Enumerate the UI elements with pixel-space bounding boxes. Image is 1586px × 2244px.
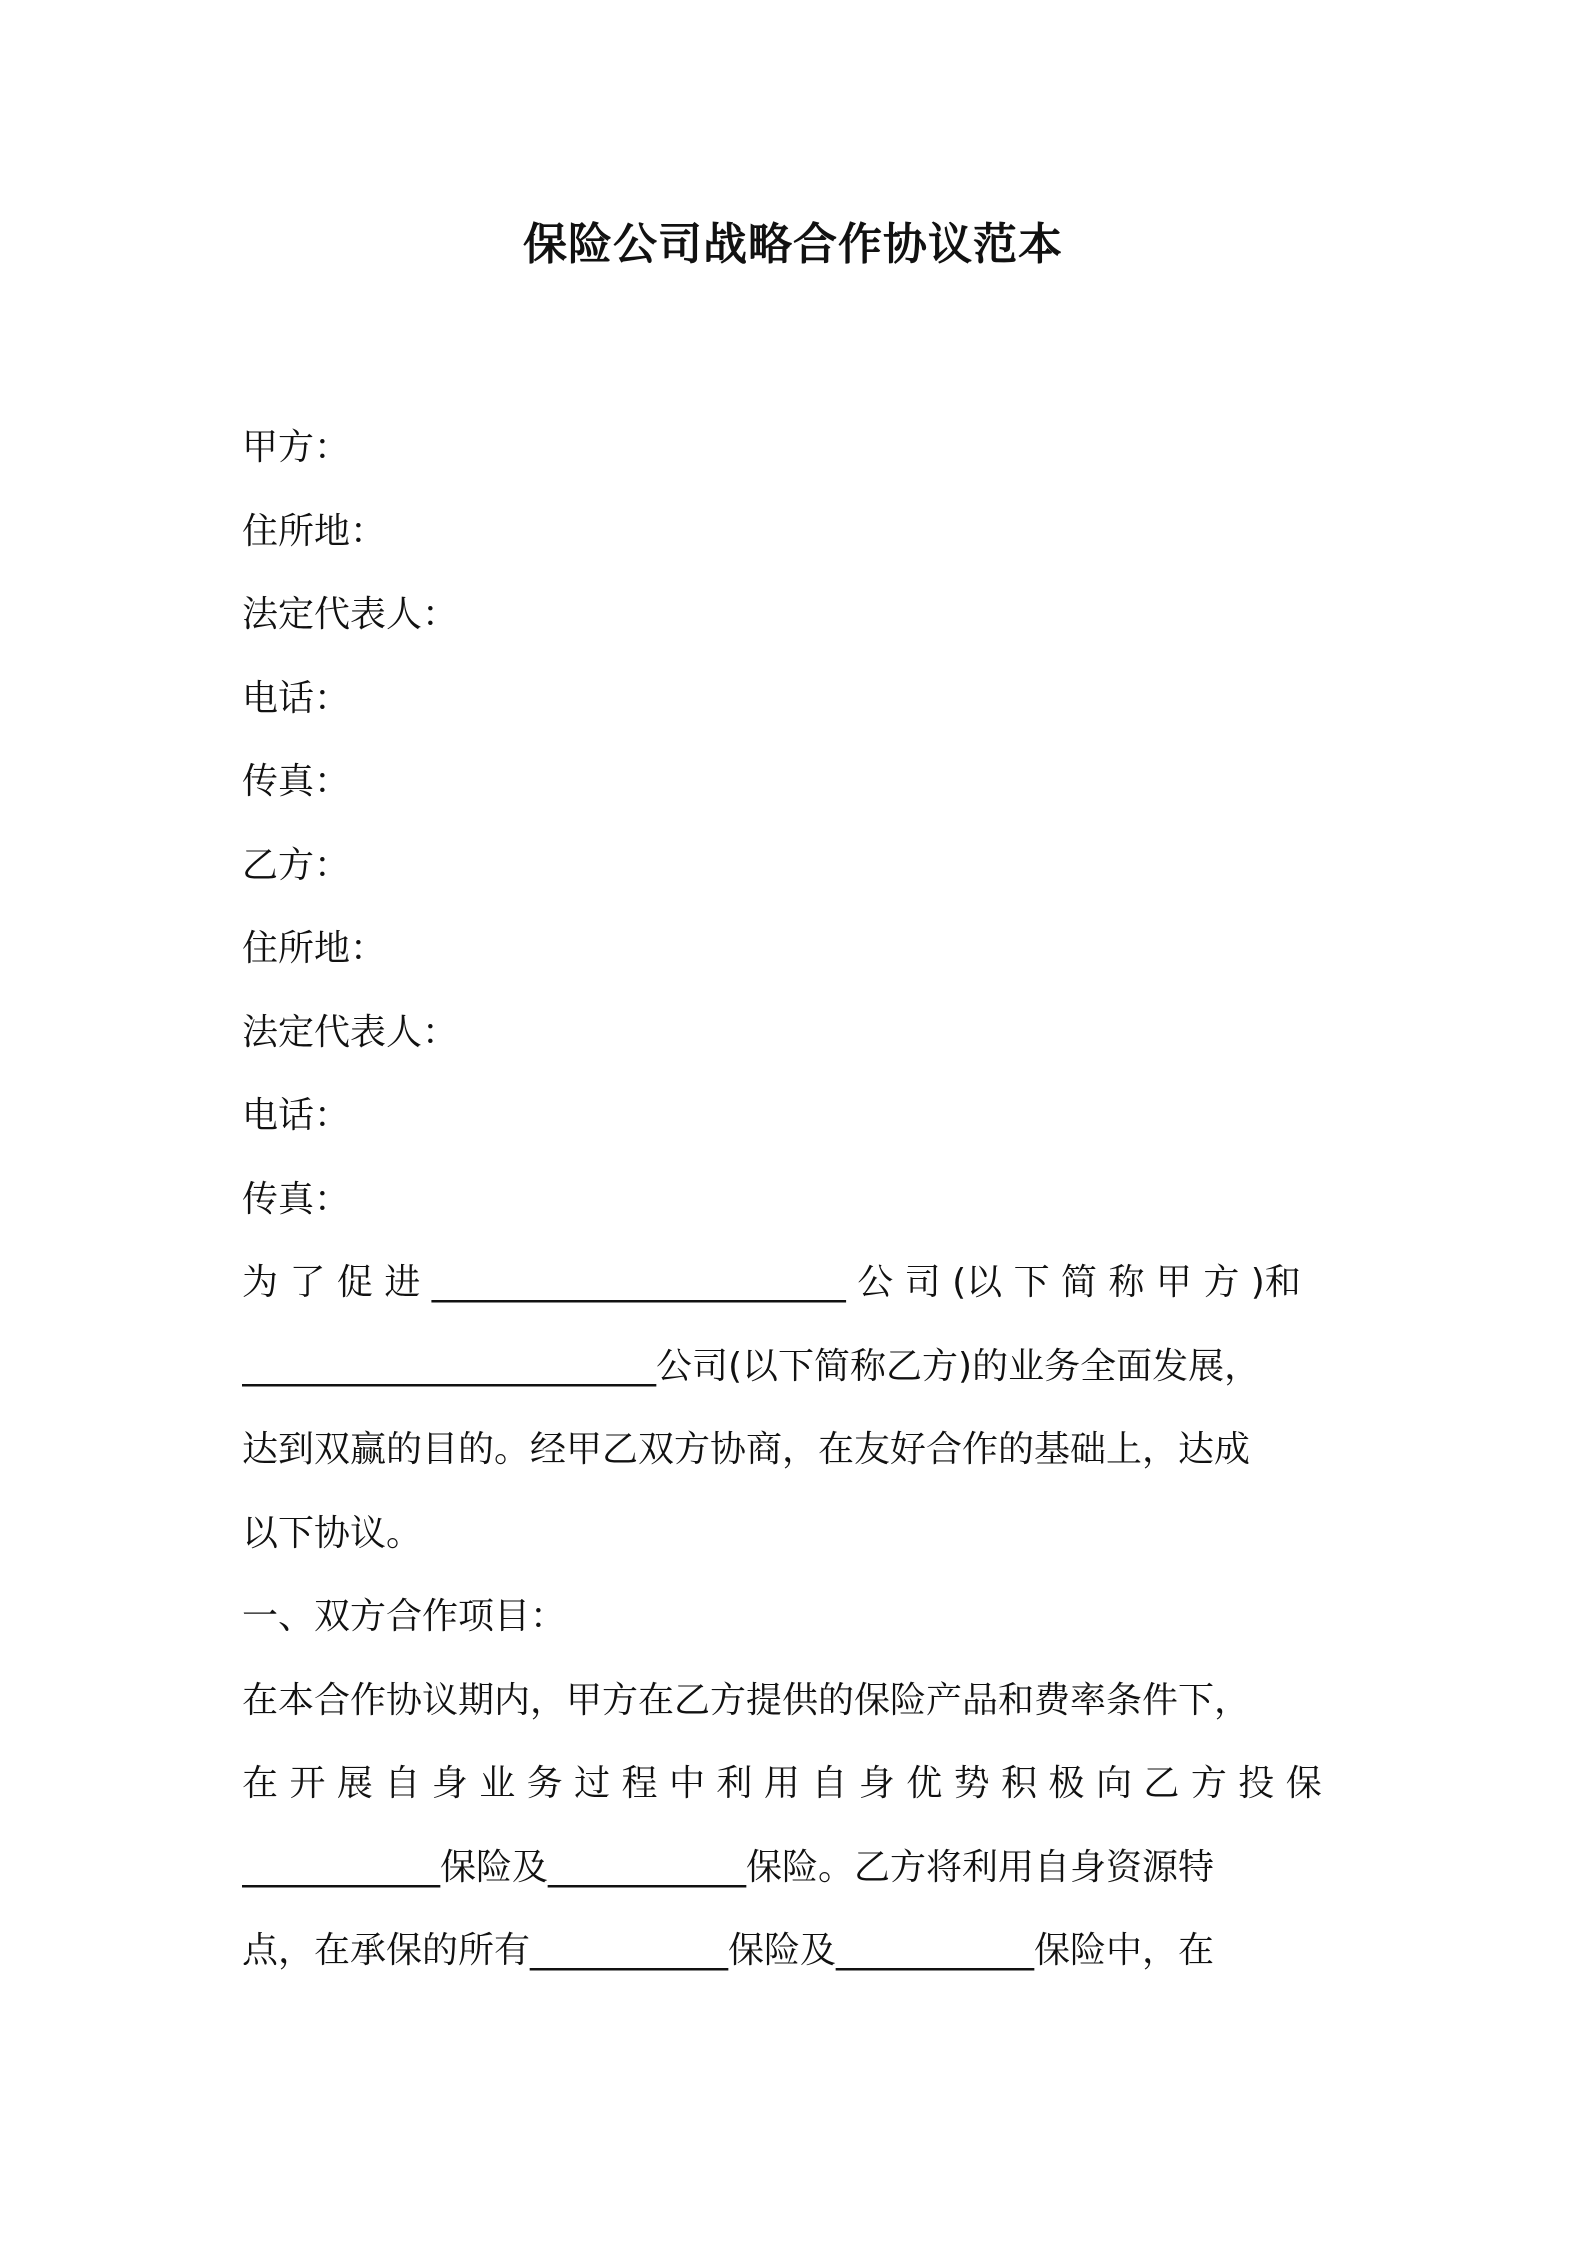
party-b-legal-rep-label: 法定代表人： <box>242 1011 459 1053</box>
section-1-line-3: ___________保险及___________保险。乙方将利用自身资源特 <box>242 1846 1215 1888</box>
preamble-line-3: 达到双赢的目的。经甲乙双方协商，在友好合作的基础上，达成 <box>242 1429 1251 1470</box>
party-a-address-label: 住所地： <box>242 510 387 552</box>
party-a-label: 甲方： <box>242 427 351 468</box>
section-1-line-4: 点，在承保的所有___________保险及___________保险中，在 <box>242 1930 1215 1971</box>
party-b-address-label: 住所地： <box>242 928 387 969</box>
section-1-line-2: 在 开 展 自 身 业 务 过 程 中 利 用 自 身 优 势 积 极 向 乙 方 投 保 <box>242 1763 1322 1804</box>
party-a-legal-rep-label: 法定代表人： <box>242 594 459 635</box>
party-b-phone-label: 电话： <box>242 1095 351 1136</box>
party-a-fax-label: 传真： <box>242 761 351 802</box>
party-b-fax-label: 传真： <box>242 1178 351 1220</box>
preamble-line-2: _______________________公司(以下简称乙方)的业务全面发展， <box>242 1345 1261 1387</box>
party-b-label: 乙方： <box>242 844 351 886</box>
document-title: 保险公司战略合作协议范本 <box>523 219 1063 270</box>
preamble-line-4: 以下协议。 <box>242 1512 423 1554</box>
section-1-line-1: 在本合作协议期内，甲方在乙方提供的保险产品和费率条件下， <box>242 1679 1251 1721</box>
section-1-heading: 一、双方合作项目： <box>242 1596 567 1637</box>
preamble-line-1: 为 了 促 进 _______________________ 公 司 (以 下 简 称 甲 方 )和 <box>242 1262 1301 1303</box>
document-body <box>242 406 1350 1993</box>
party-a-phone-label: 电话： <box>242 677 351 719</box>
